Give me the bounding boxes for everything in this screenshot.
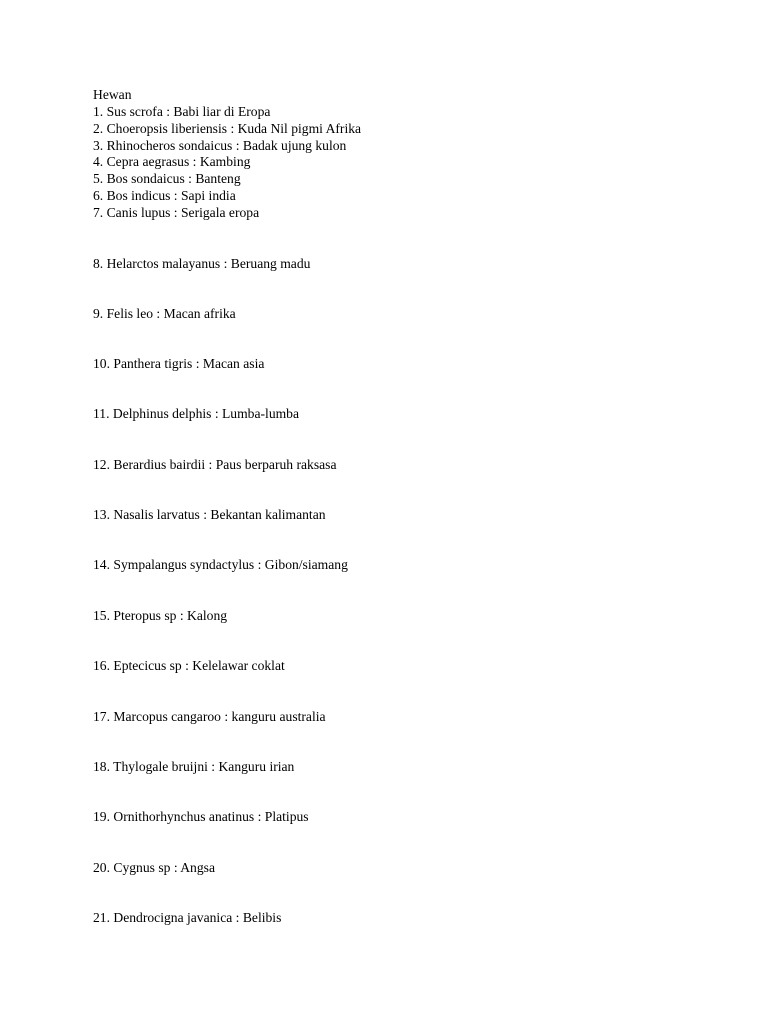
list-item: 3. Rhinocheros sondaicus : Badak ujung kulon — [93, 138, 347, 153]
list-item: 15. Pteropus sp : Kalong — [93, 608, 228, 623]
list-item: 7. Canis lupus : Serigala eropa — [93, 205, 260, 220]
document-heading: Hewan — [93, 87, 132, 102]
list-item: 20. Cygnus sp : Angsa — [93, 860, 215, 875]
list-item: 21. Dendrocigna javanica : Belibis — [93, 910, 282, 925]
list-item: 11. Delphinus delphis : Lumba-lumba — [93, 406, 300, 421]
list-item: 6. Bos indicus : Sapi india — [93, 188, 236, 203]
list-item: 17. Marcopus cangaroo : kanguru australia — [93, 709, 326, 724]
list-item: 2. Choeropsis liberiensis : Kuda Nil pigmi Afrika — [93, 121, 362, 136]
list-item: 18. Thylogale bruijni : Kanguru irian — [93, 759, 295, 774]
list-item: 14. Sympalangus syndactylus : Gibon/siamang — [93, 557, 348, 572]
list-item: 10. Panthera tigris : Macan asia — [93, 356, 265, 371]
list-item: 5. Bos sondaicus : Banteng — [93, 171, 241, 186]
list-item: 8. Helarctos malayanus : Beruang madu — [93, 256, 311, 271]
list-item: 9. Felis leo : Macan afrika — [93, 306, 236, 321]
list-item: 12. Berardius bairdii : Paus berparuh raksasa — [93, 457, 337, 472]
list-item: 4. Cepra aegrasus : Kambing — [93, 154, 251, 169]
list-item: 16. Eptecicus sp : Kelelawar coklat — [93, 658, 285, 673]
list-item: 13. Nasalis larvatus : Bekantan kalimantan — [93, 507, 326, 522]
list-item: 19. Ornithorhynchus anatinus : Platipus — [93, 809, 309, 824]
list-item: 1. Sus scrofa : Babi liar di Eropa — [93, 104, 271, 119]
